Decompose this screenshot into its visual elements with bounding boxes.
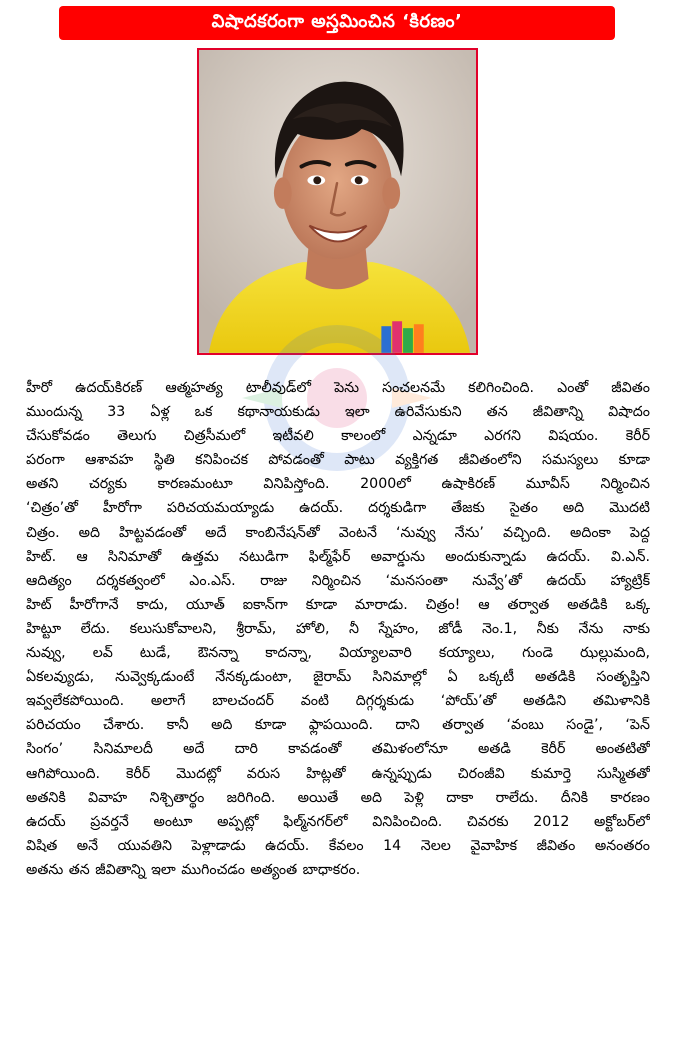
article-line: అతనికి వివాహ నిశ్చితార్థం జరిగింది. అయితే అది పెళ్లి దాకా రాలేదు. దీనికి కారణం [26, 789, 650, 806]
article-line: ఉదయ్ ప్రవర్తనే అంటూ అప్పట్లో ఫిల్మ్‌నగర్‌లో వినిపించింది. చివరకు 2012 అక్టోబర్‌లో [26, 813, 650, 830]
article-line: ఆగిపోయింది. కెరీర్ మొదట్లో వరుస హిట్లతో ఉన్నప్పుడు చిరంజీవి కుమార్తె సుస్మితతో [26, 765, 650, 782]
article-line: ‘చిత్రం’తో హీరోగా పరిచయమయ్యాడు ఉదయ్. దర్శకుడిగా తేజకు సైతం అది మొదటి [26, 500, 650, 517]
article-line: ఆదిత్యం దర్శకత్వంలో ఎం.ఎస్. రాజు నిర్మించిన ‘మనసంతా నువ్వే’తో ఉదయ్ హ్యాట్రిక్ [26, 572, 650, 589]
article-line: చిత్రం. అది హిట్టవడంతో అదే కాంబినేషన్‌తో వెంటనే ‘నువ్వు నేను’ వచ్చింది. అదింకా పెద్ద [26, 524, 650, 541]
article-line: ఏకలవ్యుడు, నువ్వెక్కడుంటే నేనక్కడుంటా, జైరామ్ సినిమాల్లో ఏ ఒక్కటీ అతడికి సంతృప్తిని [26, 669, 650, 686]
article-line: అతను తన జీవితాన్ని ఇలా ముగించడం అత్యంత బాధాకరం. [26, 861, 361, 878]
article-line: ముందున్న 33 ఏళ్ల ఒక కథానాయకుడు ఇలా ఉరివేసుకుని తన జీవితాన్ని విషాదం [26, 404, 650, 421]
article-line: పరంగా ఆశావహ స్థితి కనిపించక పోవడంతో పాటు వ్యక్తిగత జీవితంలోని సమస్యలు కూడా [26, 452, 650, 469]
portrait-photo-icon [199, 50, 476, 353]
article-line: హిట్. ఆ సినిమాతో ఉత్తమ నటుడిగా ఫిల్మ్‌ఫేర్ అవార్డును అందుకున్నాడు ఉదయ్. వి.ఎన్. [26, 548, 650, 565]
article-line: నువ్వు, లవ్ టుడే, ఔనన్నా కాదన్నా, వియ్యాలవారి కయ్యాలు, గుండె ఝల్లుమంది, [26, 645, 650, 662]
article-line: హీరో ఉదయ్‌కిరణ్ ఆత్మహత్య టాలీవుడ్‌లో పెను సంచలనమే కలిగించింది. ఎంతో జీవితం [26, 380, 650, 396]
article-line: హిట్టూ లేదు. కలుసుకోవాలని, శ్రీరామ్, హోలి, నీ స్నేహం, జోడీ నెం.1, నీకు నేను నాకు [26, 620, 650, 637]
article-body [26, 376, 650, 882]
portrait-photo [197, 48, 478, 355]
article-line: హిట్ హీరోగానే కాదు, యూత్ ఐకాన్‌గా కూడా మారాడు. చిత్రం! ఆ తర్వాత అతడికి ఒక్క [26, 596, 650, 613]
article-line: అతని చర్యకు కారణమంటూ వినిపిస్తోంది. 2000లో ఉషాకిరణ్ మూవీస్ నిర్మించిన [26, 476, 650, 493]
article-line: విషిత అనే యువతిని పెళ్లాడాడు ఉదయ్. కేవలం 14 నెలల వైవాహిక జీవితం అనంతరం [26, 837, 650, 854]
headline: విషాదకరంగా అస్తమించిన ‘కిరణం’ [211, 10, 463, 32]
article-line: సింగం’ సినిమాలదీ అదే దారి కావడంతో తమిళంలోనూ అతడి కెరీర్ అంతటితో [26, 741, 650, 758]
headline-banner [59, 6, 615, 40]
article-line: చేసుకోవడం తెలుగు చిత్రసీమలో ఇటీవలి కాలంలో ఎన్నడూ ఎరగని విషయం. కెరీర్ [26, 428, 650, 445]
article-line: ఇవ్వలేకపోయింది. అలాగే బాలచందర్ వంటి దిగ్గర్శకుడు ‘పోయ్’తో అతడిని తమిళానికి [26, 693, 650, 710]
article-line: పరిచయం చేశారు. కానీ అది కూడా ఫ్లాపయింది. దాని తర్వాత ‘వంబు సండై’, ‘పెన్ [26, 717, 650, 734]
